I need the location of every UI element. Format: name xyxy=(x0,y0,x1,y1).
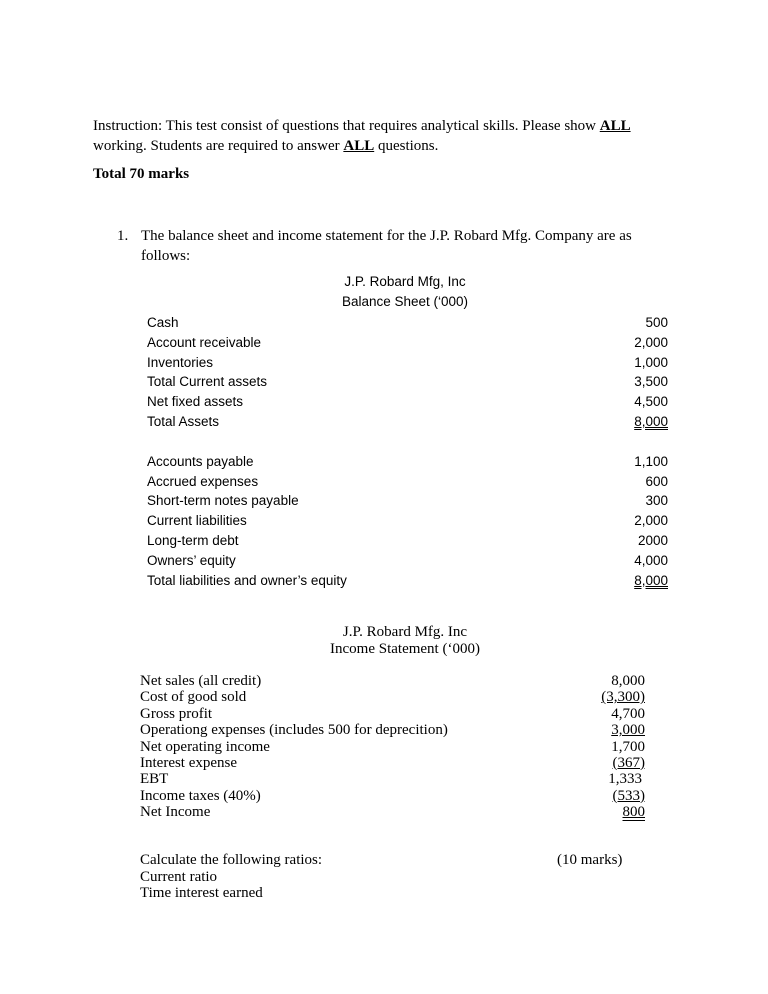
row-value: (3,300) xyxy=(601,689,645,706)
table-row xyxy=(140,673,645,689)
row-label: Cost of good sold xyxy=(140,689,247,706)
row-value: 500 xyxy=(645,315,668,330)
balance-sheet-table xyxy=(147,313,668,590)
question-number: 1. xyxy=(117,228,129,244)
table-row xyxy=(140,689,645,705)
table-row xyxy=(147,491,668,511)
table-row xyxy=(140,739,645,755)
table-row xyxy=(147,472,668,492)
row-value: (367) xyxy=(612,754,645,771)
row-label: Total Current assets xyxy=(147,374,268,390)
table-row xyxy=(140,755,645,771)
list-item: Current ratio xyxy=(140,868,218,885)
instruction-line2: working. Students are required to answer xyxy=(93,138,344,154)
table-row xyxy=(147,571,668,591)
row-label: Net operating income xyxy=(140,738,270,755)
instruction-line1: Instruction: This test consist of questions that requires analytical skills. Please show xyxy=(93,118,600,134)
row-label: Total Assets xyxy=(147,413,220,429)
table-row xyxy=(140,804,645,820)
row-value: 3,000 xyxy=(611,722,645,739)
income-statement-table xyxy=(140,673,645,821)
row-label: Accounts payable xyxy=(147,453,254,469)
row-label: Owners’ equity xyxy=(147,552,236,568)
table-row xyxy=(147,353,668,373)
row-value: 300 xyxy=(645,493,668,509)
row-label: Cash xyxy=(147,315,179,330)
row-value: 2,000 xyxy=(634,513,668,529)
total-liabilities-value: 8,000 xyxy=(634,572,668,588)
row-value: 1,333 xyxy=(608,771,642,788)
row-label: Net fixed assets xyxy=(147,394,244,410)
balance-sheet-subtitle: Balance Sheet (‘000) xyxy=(341,294,469,309)
emphasis-all-1: ALL xyxy=(599,118,631,134)
row-label: Operationg expenses (includes 500 for deprecition) xyxy=(140,722,448,739)
row-value: (533) xyxy=(612,787,645,804)
row-label: Long-term debt xyxy=(147,532,239,548)
income-statement-subtitle: Income Statement (‘000) xyxy=(330,641,480,657)
row-value: 1,100 xyxy=(634,453,668,469)
table-row xyxy=(147,452,668,472)
emphasis-all-2: ALL xyxy=(343,138,375,154)
row-label: Interest expense xyxy=(140,754,238,771)
row-label: Inventories xyxy=(147,354,214,370)
table-row xyxy=(147,372,668,392)
table-row xyxy=(140,771,645,787)
row-value: 3,500 xyxy=(634,374,668,390)
row-value: 4,700 xyxy=(611,705,645,722)
calculate-heading: Calculate the following ratios: xyxy=(140,852,323,868)
table-row xyxy=(140,788,645,804)
balance-sheet-title: J.P. Robard Mfg, Inc xyxy=(344,274,466,289)
row-value: 8,000 xyxy=(611,673,645,689)
row-label: Short-term notes payable xyxy=(147,493,299,509)
table-row xyxy=(147,531,668,551)
row-value: 2000 xyxy=(637,532,668,548)
row-value: 1,700 xyxy=(611,738,645,755)
list-item: Time interest earned xyxy=(140,885,263,901)
marks-label: (10 marks) xyxy=(557,852,623,868)
row-label: EBT xyxy=(140,771,169,788)
table-row xyxy=(140,722,645,738)
row-label: Current liabilities xyxy=(147,513,247,529)
table-row xyxy=(147,551,668,571)
row-value: 4,500 xyxy=(634,394,668,410)
total-marks: Total 70 marks xyxy=(93,166,190,182)
table-row xyxy=(147,412,668,432)
table-row xyxy=(147,333,668,353)
table-row xyxy=(147,313,668,333)
table-row xyxy=(147,511,668,531)
row-value: 1,000 xyxy=(634,354,668,370)
row-label: Total liabilities and owner’s equity xyxy=(147,572,347,588)
total-assets-value: 8,000 xyxy=(634,413,668,429)
calculate-section xyxy=(140,852,322,902)
row-label: Net Income xyxy=(140,804,211,821)
row-label: Gross profit xyxy=(140,705,213,722)
row-value: 600 xyxy=(645,473,668,489)
instruction-line2-end: questions. xyxy=(374,138,439,154)
income-statement-title: J.P. Robard Mfg. Inc xyxy=(342,624,468,640)
row-label: Income taxes (40%) xyxy=(140,787,261,804)
row-label: Net sales (all credit) xyxy=(140,673,262,689)
table-row xyxy=(140,706,645,722)
row-label: Accrued expenses xyxy=(147,473,259,489)
question-text: The balance sheet and income statement for the J.P. Robard Mfg. Company are as follows: xyxy=(141,228,632,264)
row-value: 4,000 xyxy=(634,552,668,568)
net-income-value: 800 xyxy=(622,804,645,821)
row-value: 2,000 xyxy=(634,334,668,350)
table-row xyxy=(147,392,668,412)
instructions xyxy=(93,116,673,156)
row-label: Account receivable xyxy=(147,334,262,350)
